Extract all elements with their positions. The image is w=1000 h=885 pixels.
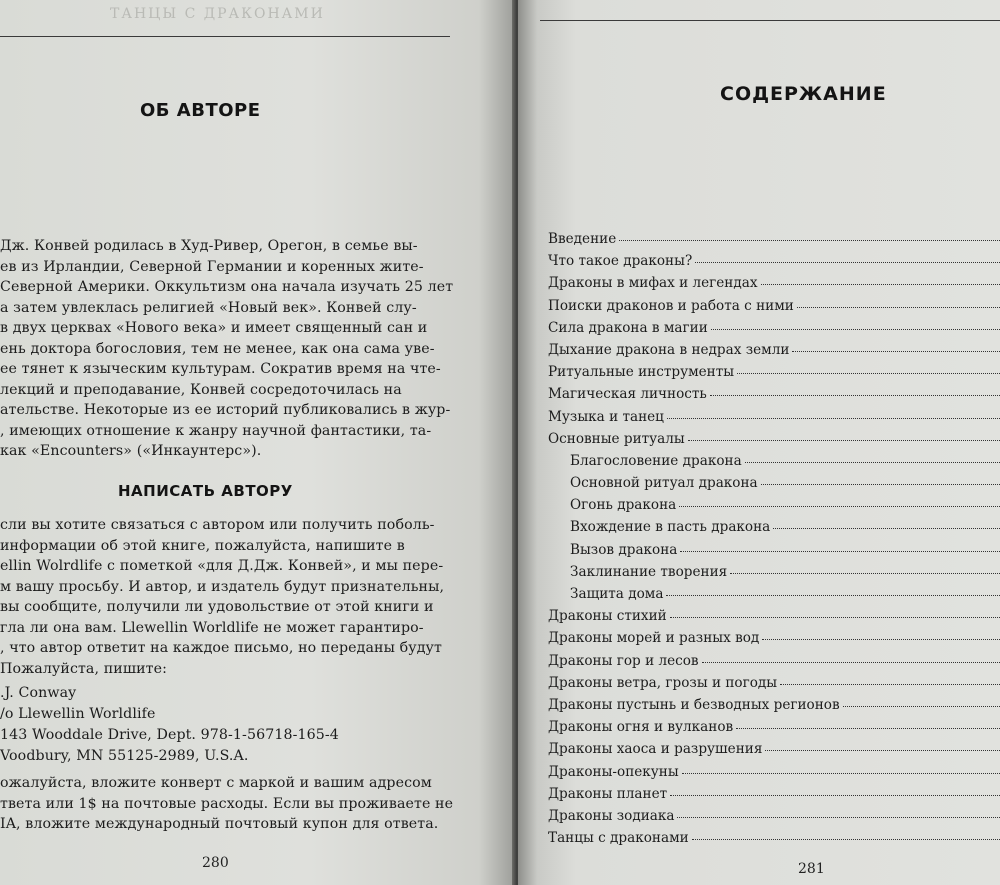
toc-subentry [548, 542, 1000, 564]
toc-entry-label: Драконы пустынь и безводных регионов [548, 696, 840, 713]
toc-entry [548, 653, 1000, 675]
toc-dot-leader [679, 504, 1000, 507]
toc-entry [548, 675, 1000, 697]
toc-entry [548, 431, 1000, 453]
text-line: вы сообщите, получили ли удовольствие от этой книги и [0, 599, 434, 615]
toc-entry-label: Заклинание творения [570, 563, 728, 580]
toc-dot-leader [619, 238, 1000, 241]
toc-entry [548, 697, 1000, 719]
table-of-contents [548, 231, 1000, 852]
address-line: Voodbury, MN 55125-2989, U.S.A. [0, 748, 249, 764]
write-author-text [0, 515, 460, 679]
toc-dot-leader [745, 460, 1000, 463]
toc-dot-leader [780, 682, 1000, 685]
reply-note [0, 773, 460, 835]
toc-entry-label: Магическая личность [548, 386, 707, 403]
toc-entry-label: Благословение дракона [570, 452, 742, 469]
text-line: ательстве. Некоторые из ее историй публиковались в жур- [0, 402, 451, 418]
toc-dot-leader [730, 571, 1000, 574]
toc-entry [548, 630, 1000, 652]
toc-dot-leader [761, 482, 1000, 485]
toc-entry [548, 409, 1000, 431]
toc-dot-leader [666, 593, 1000, 596]
toc-entry-label: Драконы огня и вулканов [548, 719, 734, 736]
address-line: 143 Wooddale Drive, Dept. 978-1-56718-165-4 [0, 727, 339, 743]
toc-dot-leader [736, 726, 1000, 729]
toc-entry [548, 608, 1000, 630]
toc-entry [548, 253, 1000, 275]
text-line: твета или 1$ на почтовые расходы. Если вы проживаете не [0, 795, 454, 812]
toc-entry-label: Что такое драконы? [548, 253, 693, 270]
toc-entry-label: Вхождение в пасть дракона [570, 519, 771, 536]
text-line: ellin Wolrdlife с пометкой «для Д.Дж. Конвей», и мы пере- [0, 558, 444, 574]
toc-dot-leader [710, 393, 1000, 396]
toc-subentry [548, 497, 1000, 519]
toc-entry [548, 719, 1000, 741]
toc-entry-label: Драконы зодиака [548, 807, 675, 824]
toc-entry-label: Драконы-опекуны [548, 763, 679, 780]
toc-entry [548, 231, 1000, 253]
page-number-right: 281 [798, 861, 825, 877]
toc-entry-label: Основные ритуалы [548, 430, 685, 447]
toc-entry [548, 830, 1000, 852]
running-head-rule [540, 20, 1000, 21]
toc-entry-label: Драконы планет [548, 785, 668, 802]
text-line: а затем увлеклась религией «Новый век». Конвей слу- [0, 299, 417, 316]
text-line: Пожалуйста, пишите: [0, 660, 167, 677]
contents-heading: СОДЕРЖАНИЕ [720, 83, 887, 105]
toc-entry [548, 320, 1000, 342]
toc-entry-label: Ритуальные инструменты [548, 364, 735, 381]
toc-subentry [548, 475, 1000, 497]
toc-entry-label: Защита дома [570, 586, 664, 602]
text-line: ев из Ирландии, Северной Германии и коренных жите- [0, 258, 424, 275]
toc-entry-label: Основной ритуал дракона [570, 475, 758, 492]
running-head [0, 0, 450, 37]
toc-dot-leader [680, 549, 1000, 552]
toc-dot-leader [670, 793, 1000, 796]
text-line: , имеющих отношение к жанру научной фантастики, та- [0, 422, 432, 439]
toc-entry [548, 342, 1000, 364]
text-line: ожалуйста, вложите конверт с маркой и вашим адресом [0, 775, 432, 791]
address-line: .J. Conway [0, 685, 77, 701]
text-line: м вашу просьбу. И автор, и издатель будут признательны, [0, 578, 445, 595]
toc-dot-leader [792, 349, 1000, 352]
toc-entry [548, 786, 1000, 808]
toc-entry-label: Драконы стихий [548, 608, 667, 625]
toc-entry [548, 764, 1000, 786]
text-line: в двух церквах «Нового века» и имеет священный сан и [0, 320, 428, 336]
text-line: информации об этой книге, пожалуйста, напишите в [0, 537, 405, 554]
toc-dot-leader [677, 815, 1000, 818]
toc-dot-leader [682, 771, 1000, 774]
toc-entry [548, 298, 1000, 320]
toc-entry-label: Сила дракона в магии [548, 319, 708, 336]
toc-entry [548, 386, 1000, 408]
toc-entry-label: Дыхание дракона в недрах земли [548, 341, 790, 358]
toc-entry [548, 364, 1000, 386]
toc-subentry [548, 564, 1000, 586]
about-author-text [0, 236, 460, 462]
toc-entry [548, 808, 1000, 830]
toc-entry-label: Драконы в мифах и легендах [548, 275, 758, 292]
toc-dot-leader [702, 660, 1000, 663]
text-line: как «Encounters» («Инкаунтерс»). [0, 443, 262, 459]
toc-entry-label: Танцы с драконами [548, 830, 689, 847]
toc-entry-label: Драконы гор и лесов [548, 652, 699, 669]
toc-dot-leader [692, 837, 1000, 840]
toc-dot-leader [765, 748, 1000, 751]
toc-dot-leader [761, 282, 1000, 285]
toc-dot-leader [688, 438, 1000, 441]
page-number-left: 280 [202, 855, 229, 871]
toc-subentry [548, 519, 1000, 541]
text-line: ее тянет к языческим культурам. Сократив время на чте- [0, 361, 441, 377]
toc-dot-leader [667, 416, 1000, 419]
toc-dot-leader [762, 637, 1000, 640]
mailing-address [0, 683, 460, 767]
toc-entry-label: Поиски драконов и работа с ними [548, 297, 794, 314]
toc-dot-leader [797, 305, 1000, 308]
toc-entry [548, 741, 1000, 763]
toc-dot-leader [695, 260, 1000, 263]
right-page [518, 0, 1000, 885]
toc-entry-label: Драконы морей и разных вод [548, 630, 760, 647]
toc-entry-label: Огонь дракона [570, 497, 677, 514]
address-line: /o Llewellin Worldlife [0, 706, 156, 722]
toc-entry-label: Драконы хаоса и разрушения [548, 741, 763, 758]
toc-entry-label: Введение [548, 231, 617, 247]
toc-entry-label: Драконы ветра, грозы и погоды [548, 674, 778, 691]
toc-dot-leader [737, 371, 1000, 374]
text-line: лекций и преподавание, Конвей сосредоточилась на [0, 381, 402, 398]
toc-dot-leader [773, 526, 1000, 529]
text-line: , что автор ответит на каждое письмо, но переданы будут [0, 640, 442, 656]
text-line: сли вы хотите связаться с автором или получить поболь- [0, 517, 435, 533]
toc-dot-leader [843, 704, 1000, 707]
toc-dot-leader [711, 327, 1000, 330]
toc-entry-label: Музыка и танец [548, 408, 664, 425]
toc-entry [548, 275, 1000, 297]
text-line: Дж. Конвей родилась в Худ-Ривер, Орегон, в семье вы- [0, 238, 418, 254]
text-line: ень доктора богословия, тем не менее, как она сама уве- [0, 340, 435, 357]
running-head-title: ТАНЦЫ С ДРАКОНАМИ [110, 6, 325, 22]
text-line: гла ли она вам. Llewellin Worldlife не может гарантиро- [0, 619, 424, 636]
toc-subentry [548, 586, 1000, 608]
toc-dot-leader [670, 615, 1000, 618]
write-author-heading: НАПИСАТЬ АВТОРУ [118, 482, 293, 500]
toc-entry-label: Вызов дракона [570, 541, 678, 558]
toc-subentry [548, 453, 1000, 475]
text-line: IA, вложите международный почтовый купон для ответа. [0, 816, 439, 832]
about-author-heading: ОБ АВТОРЕ [140, 100, 261, 121]
text-line: Северной Америки. Оккультизм она начала изучать 25 лет [0, 279, 454, 295]
